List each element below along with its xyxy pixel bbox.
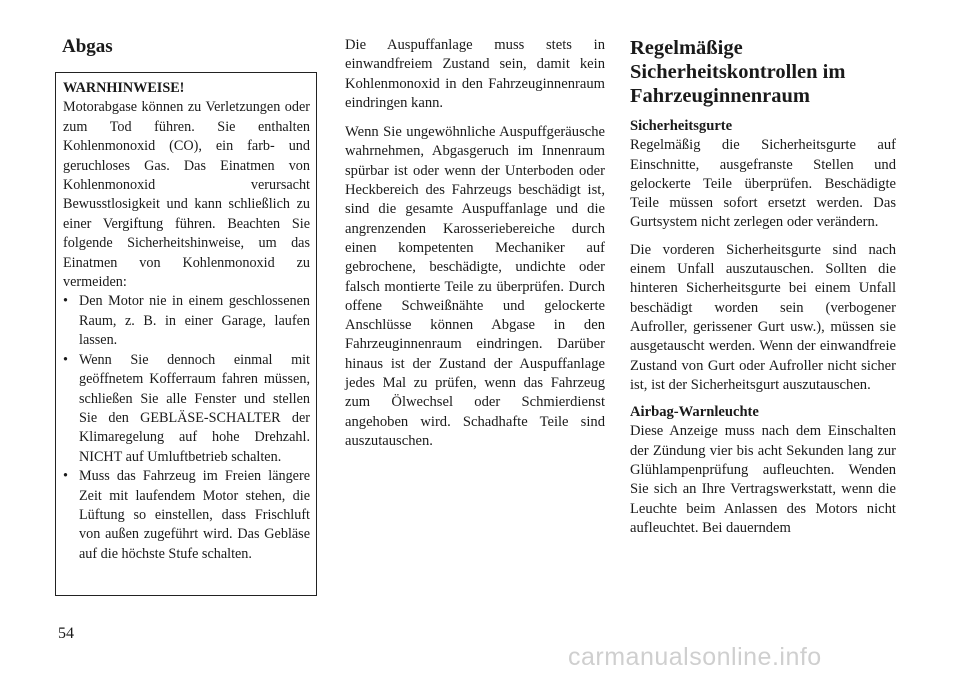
subheading-airbag: Airbag-Warnleuchte <box>630 404 759 421</box>
page-number: 54 <box>58 625 74 642</box>
middle-column <box>345 36 605 461</box>
warning-bullet-text: Den Motor nie in einem geschlossenen Raum, z. B. in einer Garage, laufen lassen. <box>79 293 310 349</box>
warning-bullet-item <box>63 351 310 467</box>
section-heading: Regelmäßige Sicherheitskontrollen im Fahrzeuginnenraum <box>630 37 846 107</box>
warning-list <box>63 292 310 564</box>
body-paragraph: Wenn Sie ungewöhnliche Auspuffgeräusche wahrnehmen, Abgasgeruch im Innenraum spürbar ist oder wenn der Unterboden oder Heckbereich des Fahrzeugs beschädigt ist, sind die gesamte Auspuffanlage und die angrenzenden Karosseriebereiche durch einen kompetenten Mechaniker auf gebrochene, beschädigte, undichte oder falsch montierte Teile zu überprüfen. Durch offene Schweißnähte und gelockerte Anschlüsse können Abgase in den Fahrzeuginnenraum eindringen. Darüber hinaus ist der Zustand der Auspuffanlage jedes Mal zu prüfen, wenn das Fahrzeug zum Ölwechsel oder Schmierdienst angehoben wird. Schadhafte Teile sind auszutauschen. <box>345 124 605 449</box>
warning-bullet-item <box>63 292 310 350</box>
bullet-icon: • <box>63 468 68 485</box>
body-paragraph: Die Auspuffanlage muss stets in einwandfreiem Zustand sein, damit kein Kohlenmonoxid in den Fahrzeuginnenraum eindringen kann. <box>345 37 605 111</box>
body-paragraph: Die vorderen Sicherheitsgurte sind nach einem Unfall auszutauschen. Sollten die hinteren Sicherheitsgurte bei einem Unfall beschädigt worden sein (verbogener Aufroller, gerissener Gurt usw.), müssen sie ausgetauscht werden. Wenn der einwandfreie Zustand von Gurt oder Aufroller nicht sicher ist, ist der Sicherheitsgurt auszutauschen. <box>630 241 896 393</box>
body-paragraph: Diese Anzeige muss nach dem Einschalten der Zündung vier bis acht Sekunden lang zur Glühlampenprüfung aufleuchten. Wenden Sie sich an Ihre Vertragswerkstatt, wenn die Leuchte beim Anlassen des Motors nicht aufleuchtet. Bei dauerndem <box>630 423 896 536</box>
bullet-icon: • <box>63 293 68 310</box>
warning-intro: Motorabgase können zu Verletzungen oder zum Tod führen. Sie enthalten Kohlenmonoxid (CO), ein farb- und geruchloses Gas. Das Einatmen von Kohlenmonoxid verursacht Bewusstlosigkeit und kann schließlich zu einer Vergiftung führen. Beachten Sie folgende Sicherheitshinweise, um das Einatmen von Kohlenmonoxid zu vermeiden: <box>63 99 310 291</box>
warning-bullet-text: Muss das Fahrzeug im Freien längere Zeit mit laufendem Motor stehen, die Lüftung so einstellen, dass Frischluft von außen zugeführt wird. Das Gebläse auf die höchste Stufe schalten. <box>79 468 310 562</box>
warning-bullet-text: Wenn Sie dennoch einmal mit geöffnetem Kofferraum fahren müssen, schließen Sie alle Fenster und stellen Sie den GEBLÄSE-SCHALTER der Klimaregelung auf hohe Drehzahl. NICHT auf Umluftbetrieb schalten. <box>79 351 310 465</box>
body-paragraph: Regelmäßig die Sicherheitsgurte auf Einschnitte, ausgefranste Stellen und gelockerte Teile überprüfen. Beschädigte Teile müssen sofort ersetzt werden. Das Gurtsystem nicht zerlegen oder verändern. <box>630 137 896 231</box>
subheading-seatbelts: Sicherheitsgurte <box>630 118 733 134</box>
bullet-icon: • <box>63 351 68 368</box>
warning-bullet-item <box>63 467 310 564</box>
warning-box <box>55 72 317 596</box>
right-column <box>630 36 896 546</box>
warning-heading: WARNHINWEISE! <box>63 80 185 96</box>
section-title: Abgas <box>62 36 113 57</box>
watermark: carmanualsonline.info <box>568 643 822 671</box>
